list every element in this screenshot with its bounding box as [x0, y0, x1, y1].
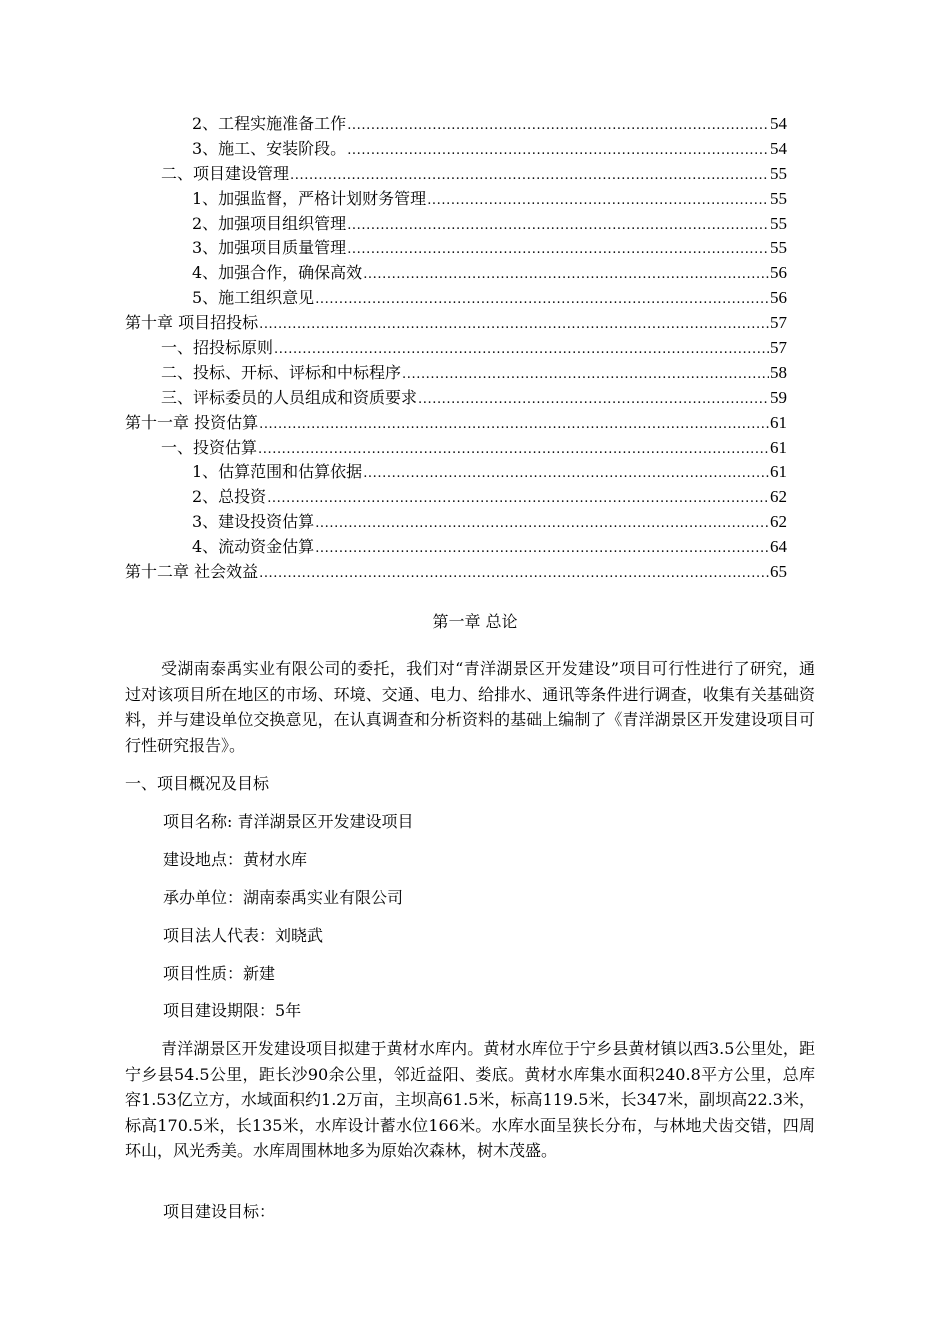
toc-page-number: 61 — [770, 462, 787, 482]
toc-page-number: 61 — [770, 412, 787, 432]
toc-leader-dots — [347, 214, 769, 239]
toc-leader-dots — [402, 363, 769, 388]
toc-entry-title: 3、建设投资估算 — [192, 512, 315, 532]
location-field: 建设地点：黄材水库 — [163, 850, 308, 869]
toc-entry-title: 2、工程实施准备工作 — [192, 114, 347, 133]
toc-entry-title: 一、招投标原则 — [161, 338, 274, 358]
toc-page-number: 55 — [770, 213, 787, 233]
toc-entry[interactable] — [125, 535, 787, 560]
toc-leader-dots — [315, 288, 769, 313]
toc-leader-dots — [290, 164, 769, 189]
toc-entry[interactable] — [125, 510, 787, 535]
toc-page-number: 54 — [770, 114, 787, 133]
toc-page-number: 57 — [770, 338, 787, 358]
organizer-field: 承办单位：湖南泰禹实业有限公司 — [163, 888, 404, 907]
toc-entry-title: 三、评标委员的人员组成和资质要求 — [161, 387, 418, 407]
toc-page-number: 62 — [770, 512, 787, 532]
toc-entry-title: 第十一章 投资估算 — [125, 412, 259, 432]
nature-field: 项目性质：新建 — [163, 964, 276, 983]
toc-page-number: 59 — [770, 387, 787, 407]
toc-page-number: 65 — [770, 562, 787, 582]
toc-page-number: 56 — [770, 288, 787, 308]
toc-leader-dots — [315, 512, 769, 537]
toc-leader-dots — [274, 338, 769, 363]
toc-entry[interactable] — [125, 137, 787, 162]
toc-leader-dots — [259, 413, 769, 438]
toc-page-number: 55 — [770, 238, 787, 258]
toc-entry[interactable] — [125, 560, 787, 585]
toc-page-number: 58 — [770, 362, 787, 382]
period-field: 项目建设期限：5年 — [163, 1001, 302, 1020]
section-heading: 一、项目概况及目标 — [125, 774, 270, 793]
chapter-title: 第一章 总论 — [432, 612, 518, 631]
toc-entry-title: 一、投资估算 — [161, 437, 258, 457]
toc-page-number: 57 — [770, 313, 787, 333]
table-of-contents — [125, 112, 787, 585]
toc-entry-title: 第十章 项目招投标 — [125, 313, 259, 333]
toc-entry-title: 5、施工组织意见 — [192, 288, 315, 308]
toc-entry[interactable] — [125, 236, 787, 261]
toc-entry[interactable] — [125, 187, 787, 212]
toc-entry-title: 4、流动资金估算 — [192, 537, 315, 557]
toc-leader-dots — [363, 462, 769, 487]
toc-entry-title: 1、估算范围和估算依据 — [192, 462, 363, 482]
toc-entry[interactable] — [125, 162, 787, 187]
toc-entry[interactable] — [125, 286, 787, 311]
toc-leader-dots — [347, 139, 769, 164]
toc-entry[interactable] — [125, 361, 787, 386]
toc-page-number: 54 — [770, 138, 787, 158]
toc-leader-dots — [259, 562, 769, 587]
toc-entry-title: 二、投标、开标、评标和中标程序 — [161, 362, 402, 382]
toc-entry[interactable] — [125, 460, 787, 485]
toc-leader-dots — [427, 189, 769, 214]
toc-entry-title: 2、加强项目组织管理 — [192, 213, 347, 233]
toc-entry-title: 4、加强合作，确保高效 — [192, 263, 363, 283]
toc-leader-dots — [267, 487, 769, 512]
toc-leader-dots — [258, 438, 769, 463]
toc-page-number: 55 — [770, 188, 787, 208]
toc-leader-dots — [418, 388, 769, 413]
toc-leader-dots — [363, 263, 769, 288]
toc-leader-dots — [259, 313, 769, 338]
toc-entry[interactable] — [125, 485, 787, 510]
toc-entry[interactable] — [125, 386, 787, 411]
toc-page-number: 55 — [770, 163, 787, 183]
toc-entry-title: 二、项目建设管理 — [161, 163, 290, 183]
toc-entry[interactable] — [125, 261, 787, 286]
description-paragraph: 青洋湖景区开发建设项目拟建于黄材水库内。黄材水库位于宁乡县黄材镇以西3.5公里处，距宁乡县54.5公里，距长沙90余公里，邻近益阳、娄底。黄材水库集水面积240.8平方公里，总库容1.53亿立方，水域面积约1.2万亩，主坝高61.5米，标高119.5米，长347米，副坝高22.3米，标高170.5米，长135米，水库设计蓄水位166米。水库水面呈狭长分布，与林地犬齿交错，四周环山，风光秀美。水库周围林地多为原始次森林，树木茂盛。 — [125, 1039, 815, 1161]
project-name-field: 项目名称: 青洋湖景区开发建设项目 — [163, 812, 414, 831]
toc-leader-dots — [315, 537, 769, 562]
toc-entry[interactable] — [125, 311, 787, 336]
toc-entry-title: 3、加强项目质量管理 — [192, 238, 347, 258]
toc-entry-title: 1、加强监督，严格计划财务管理 — [192, 188, 427, 208]
toc-leader-dots — [347, 114, 769, 139]
toc-page-number: 56 — [770, 263, 787, 283]
toc-entry[interactable] — [125, 411, 787, 436]
toc-page-number: 62 — [770, 487, 787, 507]
toc-page-number: 61 — [770, 437, 787, 457]
toc-entry[interactable] — [125, 336, 787, 361]
goal-label: 项目建设目标： — [163, 1202, 276, 1221]
toc-page-number: 64 — [770, 537, 787, 557]
toc-entry-title: 3、施工、安装阶段。 — [192, 138, 347, 158]
toc-leader-dots — [347, 238, 769, 263]
toc-entry[interactable] — [125, 212, 787, 237]
toc-entry[interactable] — [125, 436, 787, 461]
toc-entry[interactable] — [125, 112, 787, 137]
toc-entry-title: 2、总投资 — [192, 487, 267, 507]
toc-entry-title: 第十二章 社会效益 — [125, 562, 259, 582]
intro-paragraph: 受湖南泰禹实业有限公司的委托，我们对“青洋湖景区开发建设”项目可行性进行了研究，通过对该项目所在地区的市场、环境、交通、电力、给排水、通讯等条件进行调查，收集有关基础资料，并与建设单位交换意见，在认真调查和分析资料的基础上编制了《青洋湖景区开发建设项目可行性研究报告》。 — [125, 659, 815, 755]
legal-rep-field: 项目法人代表：刘晓武 — [163, 926, 324, 945]
